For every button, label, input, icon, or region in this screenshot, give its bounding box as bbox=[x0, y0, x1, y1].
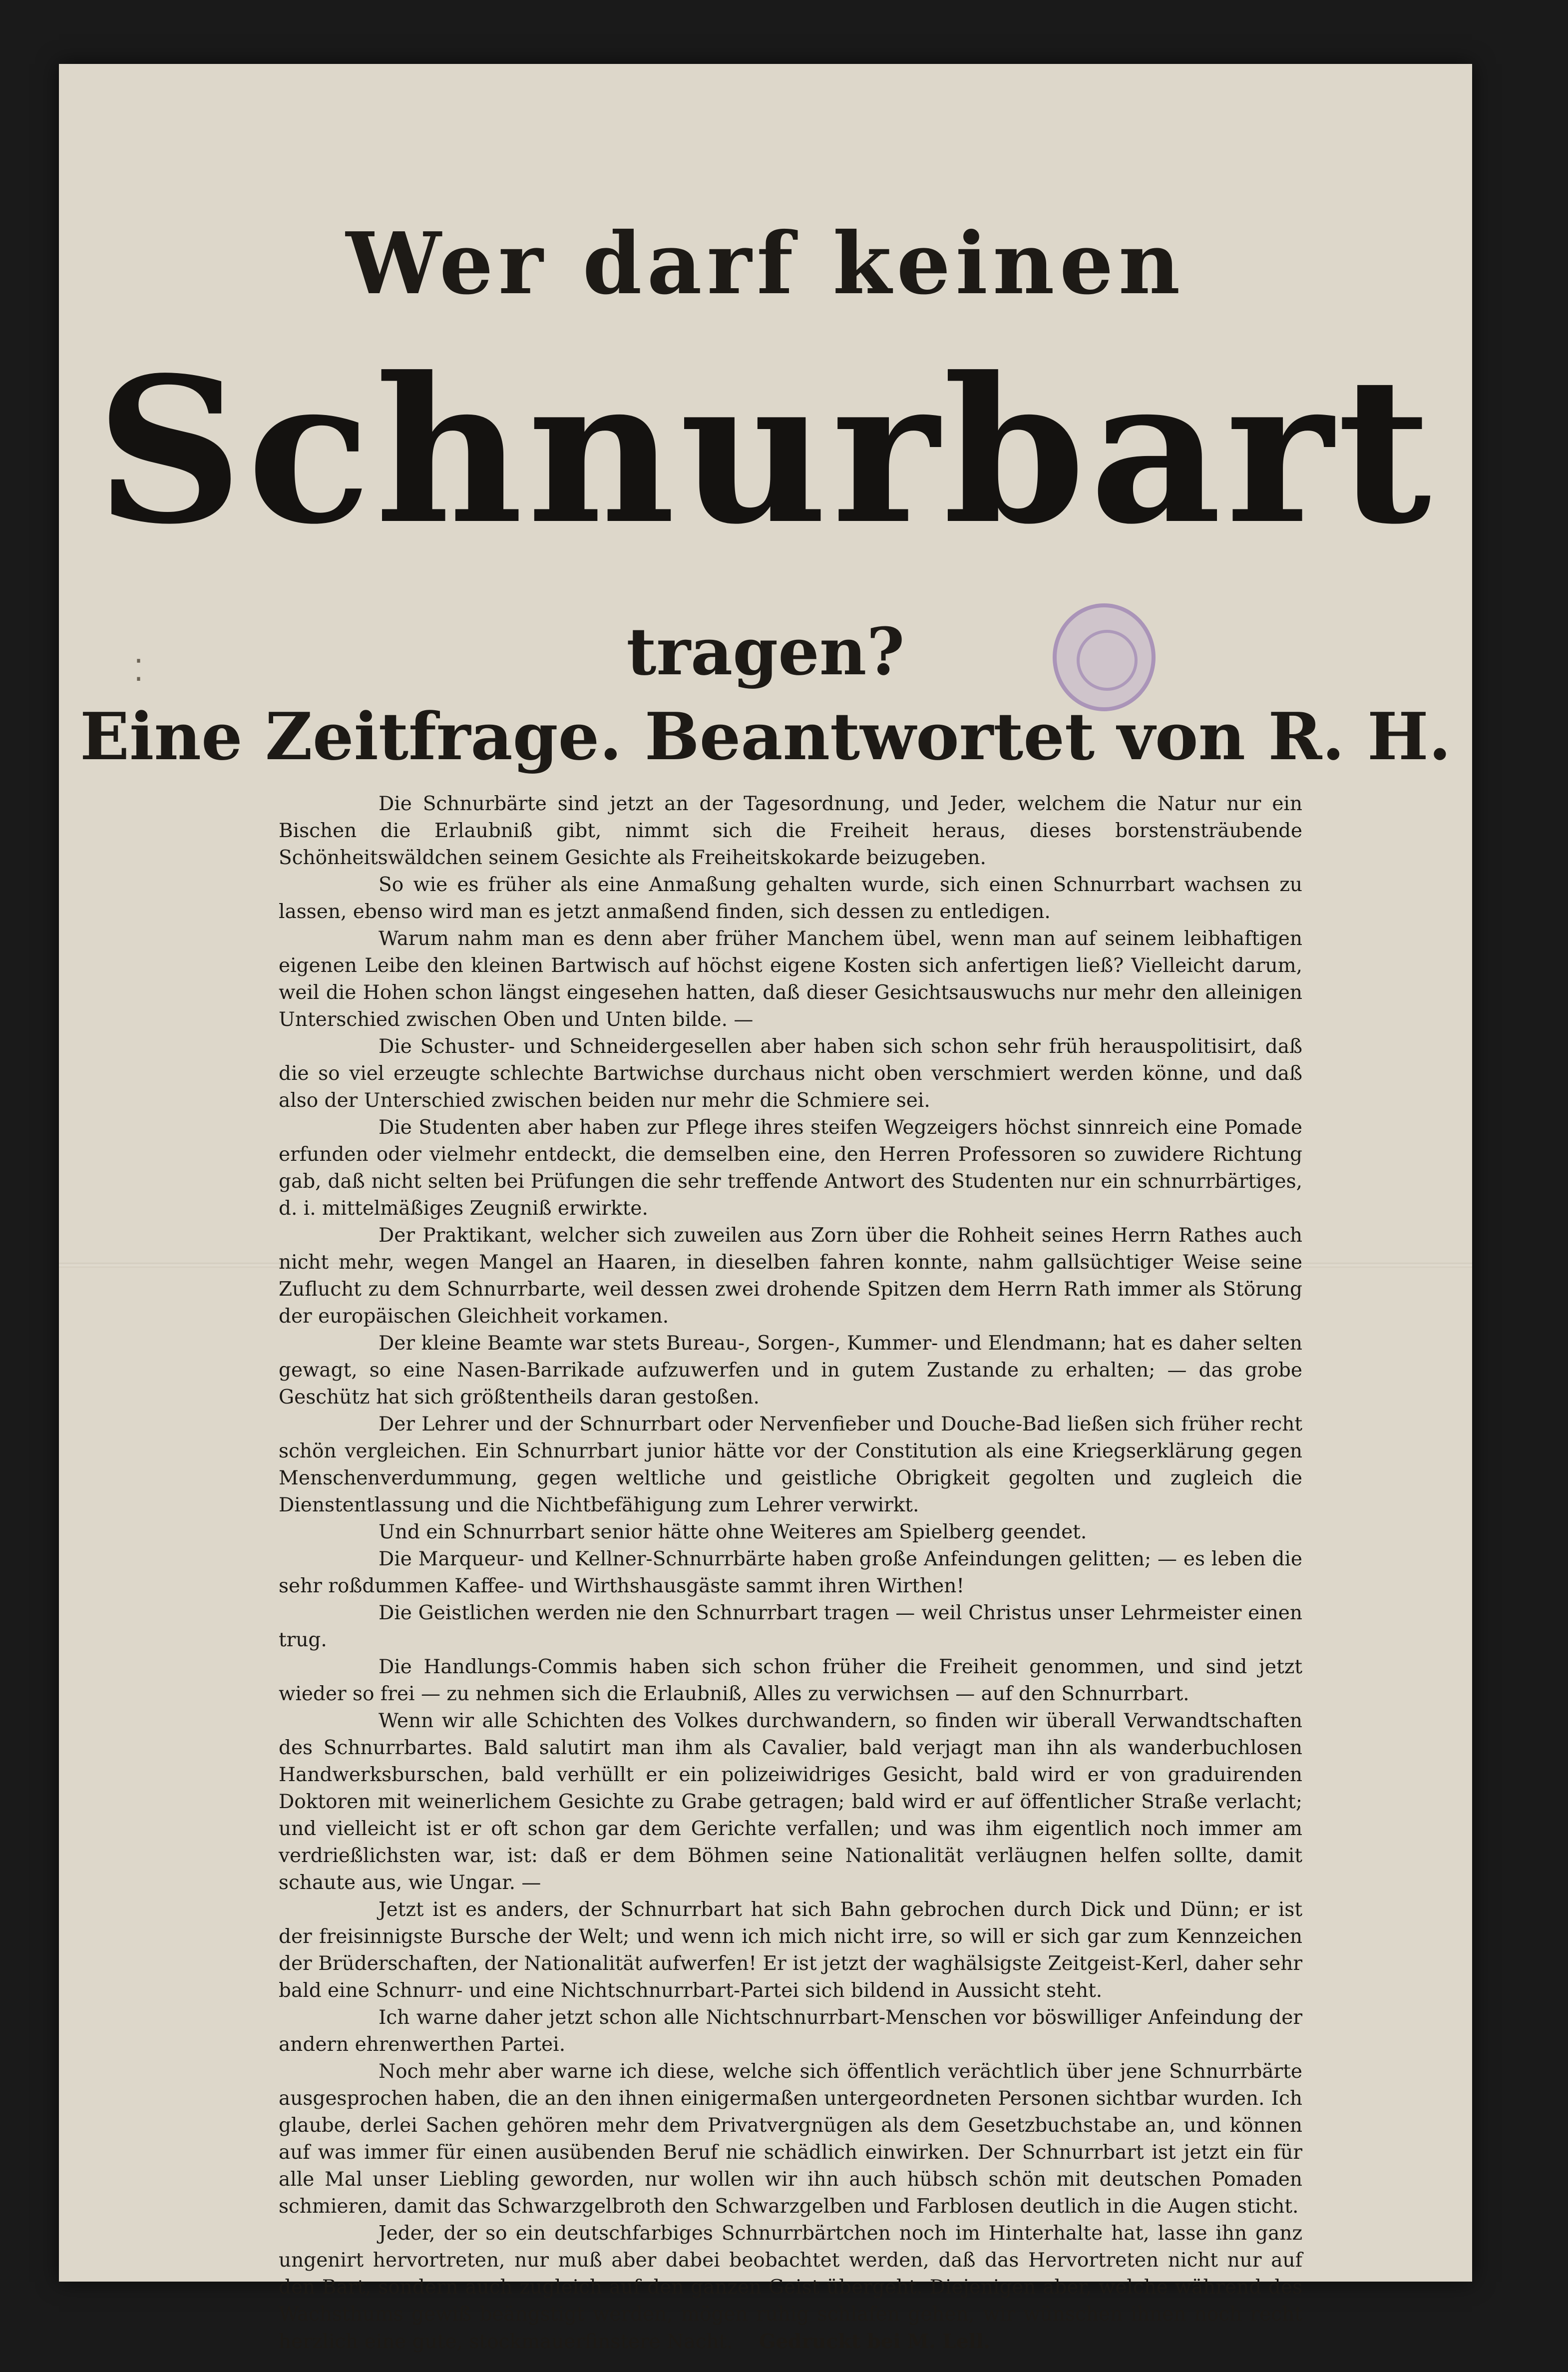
paragraph: Jetzt ist es anders, der Schnurrbart hat sich Bahn gebrochen durch Dick und Dünn; er ist der freisinnigste Bursche der Welt; und wenn ich mich nicht irre, so will er sich gar zum Kennzeichen der Brüderschaften, der Nationalität aufwerfen! Er ist jetzt der waghälsigste Zeitgeist-Kerl, daher sehr bald eine Schnurr- und eine Nichtschnurrbart-Partei sich bildend in Aussicht steht. bbox=[279, 1898, 1302, 2002]
stamp-eagle-icon bbox=[1077, 630, 1138, 691]
paragraph: Warum nahm man es denn aber früher Manchem übel, wenn man auf seinem leibhaftigen eigenen Leibe den kleinen Bartwisch auf höchst eigene Kosten sich anfertigen ließ? Vielleicht darum, weil die Hohen schon längst eingesehen hatten, daß dieser Gesichtsauswuchs nur mehr den alleinigen Unterschied zwischen Oben und Unten bilde. — bbox=[279, 928, 1302, 1031]
body-text bbox=[279, 791, 1302, 2356]
paragraph: Wenn wir alle Schichten des Volkes durchwandern, so finden wir überall Verwandtschaften des Schnurrbartes. Bald salutirt man ihm als Cavalier, bald verjagt man ihn als wanderbuchlosen Handwerksburschen, bald verhüllt er ein polizeiwidriges Gesicht, bald wird er von graduirenden Doktoren mit weinerlichem Gesichte zu Grabe getragen; bald wird er auf öffentlicher Straße verlacht; und vielleicht ist er oft schon gar dem Gerichte verfallen; und was ihm eigentlich noch immer am verdrießlichsten war, ist: daß er dem Böhmen seine Nationalität verläugnen helfen sollte, damit schaute aus, wie Ungar. — bbox=[279, 1710, 1302, 1894]
title-main: Schnurbart bbox=[95, 334, 1436, 568]
broadside-sheet bbox=[59, 64, 1472, 2353]
library-stamp-icon bbox=[1053, 603, 1156, 711]
paragraph: Die Schuster- und Schneidergesellen aber haben sich schon sehr früh herauspolitisirt, daß die so viel erzeugte schlechte Bartwichse durchaus nicht oben verschmiert werden könne, und daß also der Unterschied zwischen beiden nur mehr die Schmiere sei. bbox=[279, 1035, 1302, 1112]
paragraph: Noch mehr aber warne ich diese, welche sich öffentlich verächtlich über jene Schnurrbärte ausgesprochen haben, die an den ihnen einigermaßen untergeordneten Personen sichtbar wurden. Ich glaube, derlei Sachen gehören mehr dem Privatvergnügen als dem Gesetzbuchstabe an, und können auf was immer für einen ausübenden Beruf nie schädlich einwirken. Der Schnurrbart ist jetzt ein für alle Mal unser Liebling geworden, nur wollen wir ihn auch hübsch schön mit deutschen Pomaden schmieren, damit das Schwarzgelbroth den Schwarzgelben und Farblosen deutlich in die Augen sticht. bbox=[279, 2060, 1302, 2218]
final-paragraph-text: Jeder, der so ein deutschfarbiges Schnurrbärtchen noch im Hinterhalte hat, lasse ihn ganz ungenirt hervortreten, nur muß aber dabei beobachtet werden, daß das Hervortreten nicht nur auf den Bart, sondern auch zugleich auf den ganzen Geist übergeht. Diejenigen aber, welche während des Wachsthums gewiß beängstigt werden, mögen ruhig schlafen gehen, wir wünschen ihnen noch recht herzlich eine gute, stockmauerfinstere Nacht. bbox=[279, 2222, 1302, 2353]
paragraph: Die Marqueur- und Kellner-Schnurrbärte haben große Anfeindungen gelitten; — es leben die sehr roßdummen Kaffee- und Wirthshausgäste sammt ihren Wirthen! bbox=[279, 1548, 1302, 1597]
paragraph: Und ein Schnurrbart senior hätte ohne Weiteres am Spielberg geendet. bbox=[379, 1521, 1087, 1543]
paragraph: Ich warne daher jetzt schon alle Nichtschnurrbart-Menschen vor böswilliger Anfeindung der andern ehrenwerthen Partei. bbox=[279, 2006, 1302, 2056]
paragraph: Die Geistlichen werden nie den Schnurrbart tragen — weil Christus unser Lehrmeister einen trug. bbox=[279, 1602, 1302, 1651]
printer-imprint: Gedruckt bei M. Lell. bbox=[759, 2330, 990, 2353]
paragraph: Die Handlungs-Commis haben sich schon früher die Freiheit genommen, und sind jetzt wieder so frei — zu nehmen sich die Erlaubniß, Alles zu verwichsen — auf den Schnurrbart. bbox=[279, 1656, 1302, 1705]
paragraph: Der Praktikant, welcher sich zuweilen aus Zorn über die Rohheit seines Herrn Rathes auch nicht mehr, wegen Mangel an Haaren, in dieselben fahren konnte, nahm gallsüchtiger Weise seine Zuflucht zu dem Schnurrbarte, weil dessen zwei drohende Spitzen dem Herrn Rath immer als Störung der europäischen Gleichheit vorkamen. bbox=[279, 1224, 1302, 1328]
paragraph: Der kleine Beamte war stets Bureau-, Sorgen-, Kummer- und Elendmann; hat es daher selten gewagt, so eine Nasen-Barrikade aufzuwerfen und in gutem Zustande zu erhalten; — das grobe Geschütz hat sich größtentheils daran gestoßen. bbox=[279, 1332, 1302, 1409]
final-paragraph bbox=[279, 2220, 1302, 2356]
paragraph: Die Schnurbärte sind jetzt an der Tagesordnung, und Jeder, welchem die Natur nur ein Bischen die Erlaubniß gibt, nimmt sich die Freiheit heraus, dieses borstensträubende Schönheitswäldchen seinem Gesichte als Freiheitskokarde beizugeben. bbox=[279, 793, 1302, 869]
paragraph: Der Lehrer und der Schnurrbart oder Nervenfieber und Douche-Bad ließen sich früher recht schön vergleichen. Ein Schnurrbart junior hätte vor der Constitution als eine Kriegserklärung gegen Menschenverdummung, gegen weltliche und geistliche Obrigkeit gegolten und zugleich die Dienstentlassung und die Nichtbefähigung zum Lehrer verwirkt. bbox=[279, 1413, 1302, 1516]
ink-spot-icon: ⁚ bbox=[134, 653, 144, 688]
subtitle: Eine Zeitfrage. Beantwortet von R. H. bbox=[80, 698, 1451, 775]
title-line-3: tragen? bbox=[626, 613, 905, 690]
paragraph: Die Studenten aber haben zur Pflege ihres steifen Wegzeigers höchst sinnreich eine Pomade erfunden oder vielmehr entdeckt, die demselben eine, den Herren Professoren so zuwidere Richtung gab, daß nicht selten bei Prüfungen die sehr treffende Antwort des Studenten nur ein schnurrbärtiges, d. i. mittelmäßiges Zeugniß erwirkte. bbox=[279, 1116, 1302, 1220]
title-line-1: Wer darf keinen bbox=[346, 214, 1185, 314]
paragraph: So wie es früher als eine Anmaßung gehalten wurde, sich einen Schnurrbart wachsen zu lassen, ebenso wird man es jetzt anmaßend finden, sich dessen zu entledigen. bbox=[279, 874, 1302, 923]
